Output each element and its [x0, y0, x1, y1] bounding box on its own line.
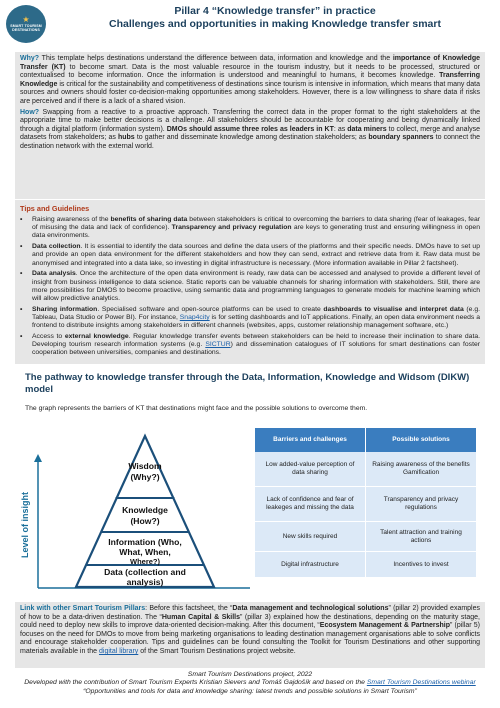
- outro-text-a: : Before this factsheet, the “: [145, 605, 233, 612]
- tip4-bold-b: Sharing information: [32, 305, 98, 313]
- how-bold-1: DMOs should assume three roles as leaders in KT: [166, 125, 334, 133]
- solution-cell: Talent attraction and training actions: [366, 522, 477, 552]
- how-text-5: to connect the destination network with the external world.: [20, 134, 480, 150]
- outro-text-e: ” (pillar 5) focuses on the need for DMOs to move from being marketing organisations to leading destination management organisations able to solve conflicts and encourage stakeholder cooperation. Tips and guidelines can be found consulting the Toolkit for Tourism Destinations and other supporting materials available in the: [20, 622, 481, 655]
- why-label: Why?: [20, 55, 40, 62]
- tip-item: [20, 333, 480, 358]
- level-knowledge-line2: (How?): [130, 516, 160, 526]
- how-bold-4: boundary spanners: [368, 134, 434, 142]
- outro-bold-1: Data management and technological solutions: [232, 605, 389, 612]
- webinar-link[interactable]: Smart Tourism Destinations webinar: [366, 679, 476, 687]
- tip5-text-a: Access to: [32, 333, 65, 341]
- barriers-solutions-table: [255, 428, 477, 578]
- how-label: How?: [20, 108, 40, 116]
- level-knowledge-line1: Knowledge: [122, 505, 168, 515]
- smart-tourism-logo: [6, 5, 46, 43]
- tip1-bold-b: benefits of sharing data: [110, 216, 188, 223]
- tip-text: [32, 243, 480, 268]
- tip-item: [20, 306, 480, 331]
- intro-box: [15, 52, 485, 199]
- outro-text-f: of the Smart Tourism Destinations project website.: [138, 647, 296, 655]
- bullet-icon: •: [20, 305, 23, 313]
- tips-title: Tips and Guidelines: [20, 204, 90, 213]
- tip4-bold-d: dashboards to visualise and interpret data: [323, 305, 464, 313]
- level-data-line1: Data (collection and: [104, 567, 186, 577]
- table-row: [255, 522, 477, 552]
- bullet-icon: •: [20, 270, 23, 278]
- tip1-text-a: Raising awareness of the: [32, 216, 111, 223]
- tip3-text: . Once the architecture of the open data environment is ready, raw data can be accessed and analysed to provide a different level of insight from business intelligence to data science. Static reports can be valuable channels for sharing information with stakeholders. Still, there are more possibilities for DMOS to become proactive, using semantic data and programming languages to generate models for machine learning which will allow predictive analytics.: [32, 270, 480, 303]
- bullet-icon: •: [20, 243, 23, 251]
- tips-box: [15, 200, 485, 364]
- level-wisdom-line2: (Why?): [130, 472, 160, 482]
- sictur-link[interactable]: SICTUR: [205, 341, 231, 349]
- axis-arrow-up-icon: [34, 454, 42, 462]
- footer-credits: [10, 679, 490, 696]
- dikw-caption: The graph represents the barriers of KT that destinations might face and the possible solutions to overcome them.: [25, 405, 368, 412]
- tip4-text-f: is for setting dashboards and IoT applications. Finally, an open data environment needs a frontend to distribute insights among stakeholders in different channels (websites, apps, customer relationship management software, etc.): [32, 314, 480, 330]
- level-information-line3: Where?): [130, 557, 160, 566]
- tip-item: [20, 243, 480, 268]
- how-text-2: : as: [333, 125, 348, 133]
- why-text-1: This template helps destinations understand the difference between data, information and knowledge and the: [39, 55, 393, 62]
- level-wisdom-line1: Wisdom: [128, 461, 162, 471]
- table-row: [255, 452, 477, 487]
- outro-text-d: ” (pillar 3) explained how the destinations, depending on the maturity stage, could need to deploy new skills to improve data-oriented decision-making. After this document, “: [20, 613, 480, 630]
- why-bold-1: importance of Knowledge Transfer (KT): [20, 55, 481, 71]
- solution-cell: Transparency and privacy regulations: [366, 487, 477, 522]
- snap4city-link[interactable]: Snap4city: [179, 314, 210, 322]
- level-data-line2: analysis): [126, 577, 164, 587]
- why-text-3: is critical for the sustainability and competitiveness of destinations since tourism is intensive in information, which means that many data sources and owners should foster co-decision-making opportunities among stakeholders. However, there is a low willingness to share data if risks are perceived and if there is a lack of a shared vision.: [20, 80, 480, 105]
- tip4-text-c: . Specialised software and open-source platforms can be used to create: [97, 305, 324, 313]
- level-information-line2: What, When,: [119, 547, 171, 557]
- tip-text: [32, 333, 480, 358]
- bullet-icon: •: [20, 216, 23, 223]
- pillars-link-paragraph: [20, 605, 480, 657]
- table-header-row: [255, 428, 477, 452]
- tip-text: [32, 270, 480, 303]
- tip5-text-c: . Regular knowledge transfer events between stakeholders can be held to increase their inclination to share data. Developing tourism research information systems (e.g.: [32, 333, 480, 349]
- how-text-1: Swapping from a reactive to a proactive approach. Transferring the correct data in the proper format to the right stakeholders at the appropriate time to make better decisions is a challenge. All stakeholders should be accountable for cooperating and being dynamically linked through a digital platform (information system).: [20, 108, 480, 133]
- pillars-link-box: [15, 602, 485, 668]
- outro-text-c: ” (pillar 2) provided examples of how to be a data-driven destination. The “: [20, 605, 481, 621]
- how-text-4: to gather and disseminate knowledge among destination stakeholders; as: [134, 134, 369, 142]
- header-solutions: Possible solutions: [366, 428, 477, 452]
- table-row: [255, 487, 477, 522]
- barrier-cell: Lack of confidence and fear of leakeges and missing the data: [255, 487, 366, 522]
- barrier-cell: New skills required: [255, 522, 366, 552]
- barrier-cell: Digital infrastructure: [255, 552, 366, 578]
- star-icon: ★: [22, 14, 30, 24]
- tip2-bold: Data collection: [32, 243, 81, 251]
- page-subtitle: Challenges and opportunities in making Knowledge transfer smart: [109, 18, 441, 30]
- outro-bold-3: Ecosystem Management & Partnership: [319, 622, 450, 630]
- header-barriers: Barriers and challenges: [255, 428, 366, 452]
- footer-text-a: Developed with the contribution of Smart Tourism Experts Kristian Sievers and Tomáš Gajdošík and based on the: [24, 679, 367, 687]
- footer-text-b: “Opportunities and tools for data and knowledge sharing: latest trends and possible solutions in Smart Tourism”: [83, 687, 417, 695]
- tip-text: [32, 306, 480, 331]
- solution-cell: Incentives to invest: [366, 552, 477, 578]
- why-paragraph: [20, 55, 480, 107]
- why-bold-2: Transferring Knowledge: [20, 72, 480, 88]
- how-bold-3: hubs: [117, 134, 135, 142]
- tip4-text-e: (e.g. Tableau, Data Studio or Power BI). For instance,: [32, 305, 480, 322]
- how-text-3: to collect, merge and analyse datasets from stakeholders; as: [20, 125, 481, 142]
- digital-library-link[interactable]: digital library: [99, 647, 139, 655]
- bullet-icon: •: [20, 333, 23, 341]
- tip-text: [32, 216, 480, 241]
- how-bold-2: data miners: [347, 125, 387, 133]
- level-information-line1: Information (Who,: [108, 537, 182, 547]
- tip-item: [20, 270, 480, 303]
- outro-bold-2: Human Capital & Skills: [161, 613, 240, 621]
- tip-item: [20, 216, 480, 241]
- dikw-section-title: The pathway to knowledge transfer through the Data, Information, Knowledge and Widsom (DIKW) model: [25, 372, 470, 395]
- footer-project-line: Smart Tourism Destinations project, 2022: [187, 671, 313, 678]
- page-footer: [10, 671, 490, 696]
- solution-cell: Raising awareness of the benefits Gamification: [366, 452, 477, 487]
- tip1-text-c: between stakeholders is critical to overcoming the barriers to data sharing (fear of leakages, fear of misusing the data and lack of confidence).: [32, 216, 480, 232]
- tip1-bold-d: Transparency and privacy regulation: [171, 224, 292, 232]
- how-paragraph: [20, 109, 480, 152]
- tip3-bold: Data analysis: [32, 270, 76, 278]
- table-row: [255, 552, 477, 578]
- tip2-text: . It is essential to identify the data sources and define the data users of the platforms and their specific needs. DMOs have to set up and provide an open data environment for the different stakeholders and how they can send, extract and retrieve data from it. Raw data must be anonymised and integrated into a data lake, so investing in digital infrastructure is necessary. (More information available in Pillar 2 factsheet).: [32, 243, 480, 267]
- barrier-cell: Low added-value perception of data sharing: [255, 452, 366, 487]
- why-text-2: to become smart. Data is the most valuable resource in the tourism industry, but it needs to be processed, structured or contextualised to become information. Once the information is understood and meaningful to humans, it becomes knowledge.: [20, 63, 480, 80]
- axis-label-level-of-insight: Level of insight: [20, 491, 30, 559]
- tip1-text-e: are keys to generating trust and ensuring willingness in open data environments.: [32, 224, 480, 240]
- logo-text: SMART TOURISM DESTINATIONS: [10, 23, 42, 32]
- tip5-text-d: ) and dissemination catalogues of IT solutions for smart destinations can foster cooperation between universities, companies and destinations.: [32, 341, 480, 357]
- pillars-link-label: Link with other Smart Tourism Pillars: [20, 605, 146, 612]
- page-title: Pillar 4 “Knowledge transfer” in practice: [174, 5, 376, 17]
- tip5-bold-b: external knowledge: [64, 333, 129, 341]
- page-header: [60, 5, 490, 31]
